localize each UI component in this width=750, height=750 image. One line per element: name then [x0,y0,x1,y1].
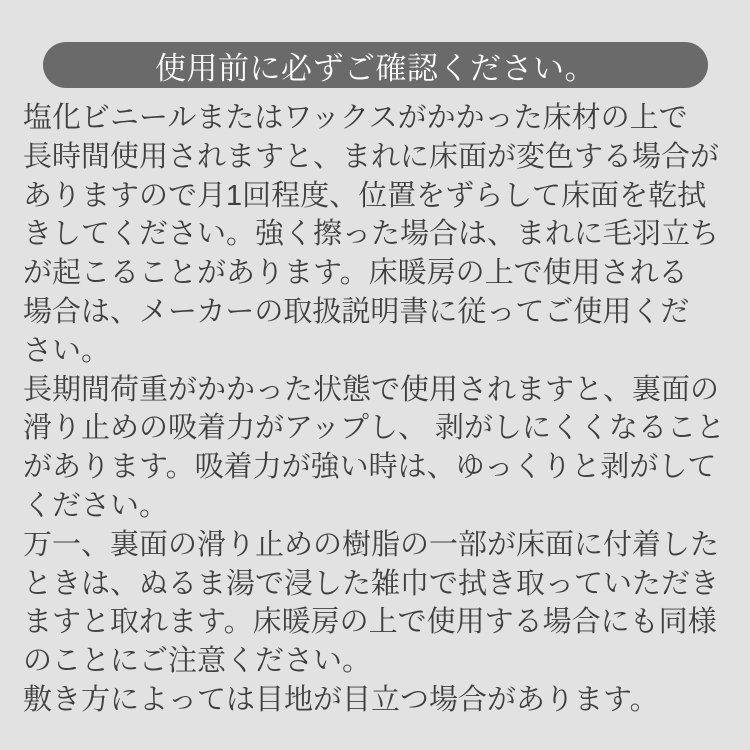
notice-line: 塩化ビニールまたはワックスがかかった床材の上で [23,102,688,134]
notice-line: 長期間荷重がかかった状態で使用されますと、裏面の [23,373,720,406]
notice-line: きしてください。強く擦った場合は、まれに毛羽立ち [23,218,720,251]
notice-banner [43,42,708,88]
notice-paragraph [23,526,739,681]
notice-line: 敷き方によっては目地が目立つ場合があります。 [23,683,659,716]
notice-line: 場合は、メーカーの取扱説明書に従ってご使用くだ [23,295,690,328]
notice-line: があります。吸着力が強い時は、ゆっくりと剥がして [23,451,717,484]
notice-line: ください。 [23,489,169,522]
notice-line: 滑り止めの吸着力がアップし、 剥がしにくくなること [23,412,726,445]
notice-paragraph [23,99,739,371]
notice-line: が起こることがあります。床暖房の上で使用される [23,257,688,290]
notice-banner-title: 使用前に必ずご確認ください。 [155,50,596,86]
notice-line: 長時間使用されますと、まれに床面が変色する場合が [23,140,720,173]
notice-paragraph [23,371,739,526]
notice-text [23,99,739,720]
notice-line: ときは、ぬるま湯で浸した雑巾で拭き取っていただき [23,567,720,600]
notice-line: 万一、裏面の滑り止めの樹脂の一部が床面に付着した [23,528,720,561]
notice-line: ますと取れます。床暖房の上で使用する場合にも同様 [23,606,717,639]
notice-line: のことにご注意ください。 [23,645,372,678]
notice-line: ありますので月1回程度、位置をずらして床面を乾拭 [23,179,707,212]
notice-line: さい。 [23,334,111,367]
notice-paragraph [23,681,739,720]
